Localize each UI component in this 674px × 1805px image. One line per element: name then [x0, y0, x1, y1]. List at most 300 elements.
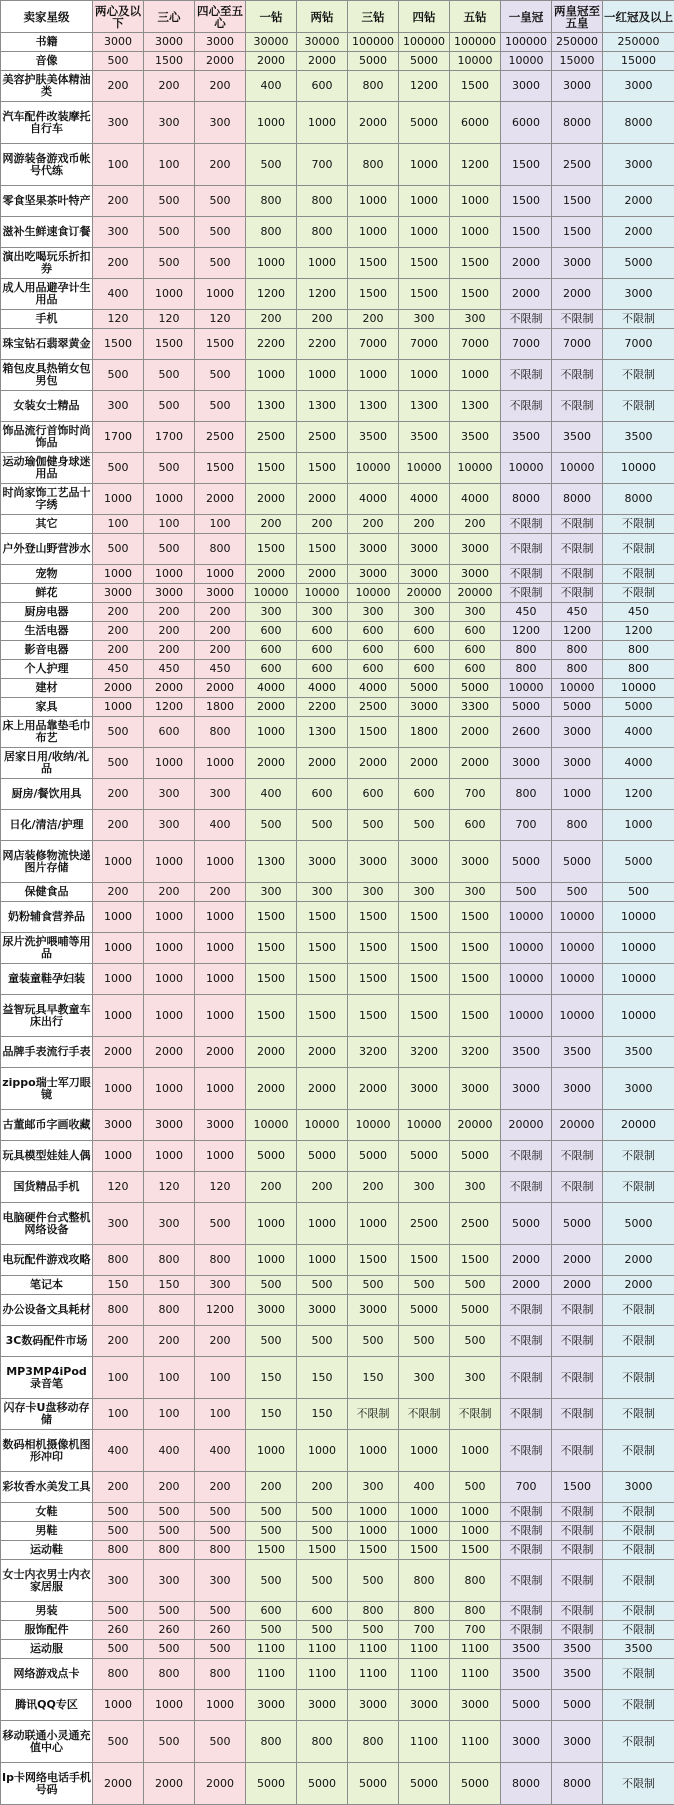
table-row — [1, 1110, 674, 1141]
value-cell: 300 — [93, 102, 144, 144]
value-cell: 10000 — [450, 52, 501, 71]
table-row — [1, 1602, 674, 1621]
category-cell: 滋补生鲜速食订餐 — [1, 217, 93, 248]
value-cell: 600 — [450, 641, 501, 660]
value-cell: 800 — [450, 1560, 501, 1602]
value-cell: 3500 — [348, 422, 399, 453]
value-cell: 5000 — [603, 698, 674, 717]
value-cell: 10000 — [603, 995, 674, 1037]
value-cell: 1500 — [450, 71, 501, 102]
value-cell: 5000 — [399, 52, 450, 71]
value-cell: 10000 — [348, 584, 399, 603]
value-cell: 3000 — [195, 1110, 246, 1141]
value-cell: 800 — [501, 779, 552, 810]
value-cell: 5000 — [450, 1763, 501, 1805]
value-cell: 200 — [93, 1472, 144, 1503]
header-cell: 一皇冠 — [501, 1, 552, 33]
value-cell: 5000 — [399, 1763, 450, 1805]
value-cell: 不限制 — [348, 1399, 399, 1430]
value-cell: 不限制 — [552, 1295, 603, 1326]
value-cell: 200 — [144, 883, 195, 902]
value-cell: 1000 — [93, 698, 144, 717]
value-cell: 500 — [93, 1602, 144, 1621]
category-cell: 女装女士精品 — [1, 391, 93, 422]
value-cell: 800 — [603, 660, 674, 679]
value-cell: 200 — [297, 1172, 348, 1203]
value-cell: 3000 — [603, 144, 674, 186]
value-cell: 1100 — [246, 1659, 297, 1690]
value-cell: 8000 — [501, 484, 552, 515]
value-cell: 3000 — [297, 1690, 348, 1721]
value-cell: 600 — [348, 779, 399, 810]
value-cell: 7000 — [348, 329, 399, 360]
value-cell: 10000 — [501, 933, 552, 964]
value-cell: 1000 — [195, 565, 246, 584]
value-cell: 8000 — [603, 484, 674, 515]
value-cell: 300 — [195, 102, 246, 144]
value-cell: 1100 — [399, 1640, 450, 1659]
value-cell: 300 — [195, 1276, 246, 1295]
value-cell: 500 — [246, 1503, 297, 1522]
value-cell: 800 — [246, 217, 297, 248]
value-cell: 2500 — [450, 1203, 501, 1245]
value-cell: 1500 — [348, 717, 399, 748]
category-cell: 女鞋 — [1, 1503, 93, 1522]
table-row — [1, 622, 674, 641]
value-cell: 3500 — [399, 422, 450, 453]
value-cell: 200 — [93, 810, 144, 841]
value-cell: 500 — [93, 1640, 144, 1659]
value-cell: 2000 — [603, 1245, 674, 1276]
value-cell: 不限制 — [603, 1503, 674, 1522]
value-cell: 2000 — [297, 484, 348, 515]
value-cell: 400 — [195, 810, 246, 841]
value-cell: 1000 — [144, 933, 195, 964]
value-cell: 不限制 — [552, 1399, 603, 1430]
value-cell: 300 — [144, 1203, 195, 1245]
value-cell: 500 — [399, 810, 450, 841]
value-cell: 3500 — [450, 422, 501, 453]
value-cell: 不限制 — [603, 584, 674, 603]
value-cell: 不限制 — [501, 1326, 552, 1357]
value-cell: 1300 — [399, 391, 450, 422]
value-cell: 不限制 — [501, 1430, 552, 1472]
value-cell: 3500 — [552, 1659, 603, 1690]
table-row — [1, 1659, 674, 1690]
value-cell: 3000 — [552, 1721, 603, 1763]
value-cell: 450 — [93, 660, 144, 679]
value-cell: 100 — [93, 144, 144, 186]
value-cell: 6000 — [450, 102, 501, 144]
value-cell: 800 — [144, 1245, 195, 1276]
value-cell: 450 — [552, 603, 603, 622]
value-cell: 2000 — [348, 1068, 399, 1110]
value-cell: 500 — [297, 1522, 348, 1541]
value-cell: 800 — [93, 1295, 144, 1326]
value-cell: 500 — [195, 391, 246, 422]
value-cell: 5000 — [450, 679, 501, 698]
value-cell: 1300 — [246, 841, 297, 883]
value-cell: 2000 — [246, 52, 297, 71]
value-cell: 200 — [93, 186, 144, 217]
value-cell: 10000 — [501, 995, 552, 1037]
value-cell: 600 — [144, 717, 195, 748]
table-row — [1, 484, 674, 515]
value-cell: 10000 — [501, 964, 552, 995]
value-cell: 150 — [297, 1399, 348, 1430]
value-cell: 300 — [399, 1357, 450, 1399]
value-cell: 不限制 — [603, 310, 674, 329]
value-cell: 2200 — [246, 329, 297, 360]
value-cell: 260 — [144, 1621, 195, 1640]
value-cell: 1100 — [450, 1721, 501, 1763]
value-cell: 不限制 — [501, 534, 552, 565]
value-cell: 1000 — [93, 933, 144, 964]
value-cell: 500 — [93, 1522, 144, 1541]
value-cell: 1200 — [297, 279, 348, 310]
value-cell: 3000 — [297, 1295, 348, 1326]
value-cell: 不限制 — [603, 1602, 674, 1621]
value-cell: 2600 — [501, 717, 552, 748]
value-cell: 5000 — [552, 1203, 603, 1245]
value-cell: 1200 — [246, 279, 297, 310]
category-cell: 零食坚果茶叶特产 — [1, 186, 93, 217]
value-cell: 200 — [348, 515, 399, 534]
value-cell: 1500 — [297, 1541, 348, 1560]
value-cell: 1000 — [195, 279, 246, 310]
value-cell: 6000 — [501, 102, 552, 144]
value-cell: 200 — [348, 1172, 399, 1203]
value-cell: 1500 — [297, 902, 348, 933]
value-cell: 500 — [144, 1602, 195, 1621]
value-cell: 1100 — [450, 1640, 501, 1659]
value-cell: 300 — [450, 883, 501, 902]
value-cell: 500 — [297, 1621, 348, 1640]
value-cell: 1000 — [348, 1203, 399, 1245]
value-cell: 450 — [195, 660, 246, 679]
value-cell: 1000 — [246, 360, 297, 391]
value-cell: 1000 — [93, 1690, 144, 1721]
value-cell: 1000 — [195, 964, 246, 995]
category-cell: 成人用品避孕计生用品 — [1, 279, 93, 310]
value-cell: 不限制 — [603, 515, 674, 534]
value-cell: 不限制 — [501, 584, 552, 603]
value-cell: 1500 — [144, 329, 195, 360]
value-cell: 500 — [450, 1472, 501, 1503]
value-cell: 2000 — [552, 1245, 603, 1276]
value-cell: 3000 — [399, 841, 450, 883]
value-cell: 1100 — [399, 1659, 450, 1690]
value-cell: 10000 — [501, 52, 552, 71]
value-cell: 1000 — [399, 360, 450, 391]
value-cell: 500 — [144, 248, 195, 279]
value-cell: 2000 — [297, 565, 348, 584]
value-cell: 3500 — [603, 1640, 674, 1659]
value-cell: 1000 — [297, 248, 348, 279]
value-cell: 不限制 — [501, 1560, 552, 1602]
value-cell: 500 — [246, 1522, 297, 1541]
value-cell: 不限制 — [603, 1295, 674, 1326]
value-cell: 1000 — [348, 1522, 399, 1541]
category-cell: 珠宝钻石翡翠黄金 — [1, 329, 93, 360]
value-cell: 3200 — [399, 1037, 450, 1068]
table-row — [1, 1326, 674, 1357]
value-cell: 250000 — [552, 33, 603, 52]
value-cell: 8000 — [552, 484, 603, 515]
category-cell: 建材 — [1, 679, 93, 698]
value-cell: 2000 — [297, 1068, 348, 1110]
category-cell: 办公设备文具耗材 — [1, 1295, 93, 1326]
table-row — [1, 717, 674, 748]
value-cell: 10000 — [501, 679, 552, 698]
value-cell: 10000 — [348, 1110, 399, 1141]
value-cell: 3000 — [501, 748, 552, 779]
value-cell: 2000 — [246, 1037, 297, 1068]
value-cell: 8000 — [603, 102, 674, 144]
table-row — [1, 660, 674, 679]
value-cell: 500 — [144, 1640, 195, 1659]
value-cell: 1000 — [246, 248, 297, 279]
value-cell: 3200 — [450, 1037, 501, 1068]
value-cell: 2000 — [93, 679, 144, 698]
value-cell: 200 — [246, 515, 297, 534]
value-cell: 600 — [297, 71, 348, 102]
value-cell: 260 — [195, 1621, 246, 1640]
value-cell: 100000 — [450, 33, 501, 52]
value-cell: 800 — [246, 1721, 297, 1763]
value-cell: 1100 — [297, 1640, 348, 1659]
value-cell: 800 — [144, 1541, 195, 1560]
value-cell: 1200 — [552, 622, 603, 641]
table-row — [1, 186, 674, 217]
value-cell: 不限制 — [552, 310, 603, 329]
value-cell: 1700 — [93, 422, 144, 453]
header-cell: 三钻 — [348, 1, 399, 33]
value-cell: 800 — [195, 717, 246, 748]
value-cell: 20000 — [450, 584, 501, 603]
value-cell: 不限制 — [501, 1541, 552, 1560]
value-cell: 300 — [399, 1172, 450, 1203]
value-cell: 100 — [195, 515, 246, 534]
value-cell: 1000 — [93, 995, 144, 1037]
category-cell: 尿片洗护喂哺等用品 — [1, 933, 93, 964]
table-row — [1, 933, 674, 964]
value-cell: 500 — [348, 1560, 399, 1602]
value-cell: 800 — [195, 1541, 246, 1560]
value-cell: 2000 — [93, 1037, 144, 1068]
value-cell: 300 — [93, 217, 144, 248]
value-cell: 200 — [93, 603, 144, 622]
value-cell: 800 — [195, 1245, 246, 1276]
value-cell: 不限制 — [552, 1522, 603, 1541]
value-cell: 500 — [195, 1640, 246, 1659]
value-cell: 3000 — [603, 1068, 674, 1110]
value-cell: 2000 — [450, 748, 501, 779]
category-cell: 箱包皮具热销女包男包 — [1, 360, 93, 391]
value-cell: 1000 — [144, 565, 195, 584]
category-cell: 3C数码配件市场 — [1, 1326, 93, 1357]
value-cell: 500 — [93, 748, 144, 779]
value-cell: 2000 — [501, 1276, 552, 1295]
value-cell: 800 — [246, 186, 297, 217]
value-cell: 2000 — [144, 1037, 195, 1068]
value-cell: 1500 — [297, 453, 348, 484]
value-cell: 500 — [552, 883, 603, 902]
value-cell: 10000 — [348, 453, 399, 484]
value-cell: 10000 — [552, 902, 603, 933]
value-cell: 1200 — [603, 779, 674, 810]
value-cell: 2000 — [603, 1276, 674, 1295]
value-cell: 200 — [93, 622, 144, 641]
value-cell: 1000 — [195, 748, 246, 779]
value-cell: 500 — [246, 144, 297, 186]
value-cell: 200 — [93, 71, 144, 102]
category-cell: 运动瑜伽健身球迷用品 — [1, 453, 93, 484]
value-cell: 600 — [246, 1602, 297, 1621]
table-row — [1, 1541, 674, 1560]
value-cell: 3000 — [450, 534, 501, 565]
table-row — [1, 1399, 674, 1430]
value-cell: 1000 — [144, 995, 195, 1037]
value-cell: 1500 — [450, 1541, 501, 1560]
value-cell: 4000 — [399, 484, 450, 515]
category-cell: 保健食品 — [1, 883, 93, 902]
value-cell: 1000 — [450, 1522, 501, 1541]
value-cell: 3500 — [552, 1640, 603, 1659]
value-cell: 450 — [501, 603, 552, 622]
value-cell: 10000 — [552, 933, 603, 964]
value-cell: 800 — [552, 810, 603, 841]
value-cell: 1000 — [93, 902, 144, 933]
value-cell: 200 — [246, 310, 297, 329]
value-cell: 200 — [195, 641, 246, 660]
value-cell: 200 — [195, 603, 246, 622]
value-cell: 1000 — [450, 1503, 501, 1522]
value-cell: 800 — [297, 217, 348, 248]
value-cell: 300 — [246, 883, 297, 902]
category-cell: 童装童鞋孕妇装 — [1, 964, 93, 995]
value-cell: 4000 — [297, 679, 348, 698]
value-cell: 不限制 — [501, 1357, 552, 1399]
value-cell: 700 — [501, 1472, 552, 1503]
table-row — [1, 1068, 674, 1110]
value-cell: 200 — [144, 1326, 195, 1357]
value-cell: 1000 — [195, 1690, 246, 1721]
value-cell: 200 — [297, 1472, 348, 1503]
value-cell: 不限制 — [603, 534, 674, 565]
value-cell: 5000 — [297, 1141, 348, 1172]
table-row — [1, 1276, 674, 1295]
value-cell: 800 — [399, 1560, 450, 1602]
value-cell: 1000 — [348, 360, 399, 391]
header-cell: 两钻 — [297, 1, 348, 33]
table-row — [1, 698, 674, 717]
value-cell: 2000 — [195, 1763, 246, 1805]
value-cell: 600 — [297, 1602, 348, 1621]
category-cell: Ip卡网络电话手机号码 — [1, 1763, 93, 1805]
value-cell: 700 — [450, 779, 501, 810]
value-cell: 2000 — [501, 279, 552, 310]
category-cell: 电玩配件游戏攻略 — [1, 1245, 93, 1276]
value-cell: 3000 — [552, 717, 603, 748]
value-cell: 不限制 — [552, 1541, 603, 1560]
value-cell: 500 — [348, 810, 399, 841]
value-cell: 2200 — [297, 329, 348, 360]
category-cell: 腾讯QQ专区 — [1, 1690, 93, 1721]
table-row — [1, 248, 674, 279]
header-row — [1, 1, 674, 33]
value-cell: 3000 — [399, 534, 450, 565]
table-row — [1, 902, 674, 933]
category-cell: 彩妆香水美发工具 — [1, 1472, 93, 1503]
value-cell: 3000 — [603, 71, 674, 102]
category-cell: 影音电器 — [1, 641, 93, 660]
value-cell: 200 — [93, 248, 144, 279]
value-cell: 1000 — [93, 1068, 144, 1110]
value-cell: 5000 — [450, 1295, 501, 1326]
table-row — [1, 883, 674, 902]
value-cell: 100 — [144, 144, 195, 186]
value-cell: 500 — [144, 1721, 195, 1763]
value-cell: 10000 — [501, 453, 552, 484]
value-cell: 1000 — [93, 841, 144, 883]
category-cell: 国货精品手机 — [1, 1172, 93, 1203]
category-cell: 书籍 — [1, 33, 93, 52]
value-cell: 1500 — [399, 1245, 450, 1276]
value-cell: 500 — [348, 1621, 399, 1640]
value-cell: 不限制 — [603, 1141, 674, 1172]
table-row — [1, 1472, 674, 1503]
value-cell: 150 — [348, 1357, 399, 1399]
value-cell: 450 — [144, 660, 195, 679]
value-cell: 2000 — [297, 1037, 348, 1068]
value-cell: 不限制 — [552, 1430, 603, 1472]
value-cell: 1000 — [399, 1522, 450, 1541]
value-cell: 120 — [93, 1172, 144, 1203]
value-cell: 300 — [297, 883, 348, 902]
value-cell: 500 — [297, 810, 348, 841]
value-cell: 20000 — [603, 1110, 674, 1141]
header-cell: 一红冠及以上 — [603, 1, 674, 33]
value-cell: 500 — [195, 1602, 246, 1621]
value-cell: 1500 — [348, 1541, 399, 1560]
value-cell: 1000 — [348, 1430, 399, 1472]
value-cell: 1100 — [348, 1640, 399, 1659]
value-cell: 150 — [297, 1357, 348, 1399]
value-cell: 2200 — [297, 698, 348, 717]
value-cell: 1000 — [297, 1203, 348, 1245]
value-cell: 800 — [297, 186, 348, 217]
category-cell: 网店装修物流快递图片存储 — [1, 841, 93, 883]
category-cell: 移动联通小灵通充值中心 — [1, 1721, 93, 1763]
value-cell: 200 — [93, 641, 144, 660]
value-cell: 1500 — [348, 902, 399, 933]
value-cell: 300 — [144, 102, 195, 144]
value-cell: 1000 — [297, 360, 348, 391]
value-cell: 5000 — [399, 679, 450, 698]
value-cell: 200 — [144, 1472, 195, 1503]
value-cell: 500 — [246, 810, 297, 841]
value-cell: 3000 — [603, 279, 674, 310]
value-cell: 1100 — [348, 1659, 399, 1690]
value-cell: 2500 — [399, 1203, 450, 1245]
value-cell: 500 — [144, 217, 195, 248]
value-cell: 2000 — [246, 484, 297, 515]
value-cell: 不限制 — [603, 1430, 674, 1472]
value-cell: 30000 — [297, 33, 348, 52]
value-cell: 2500 — [348, 698, 399, 717]
value-cell: 10000 — [603, 902, 674, 933]
